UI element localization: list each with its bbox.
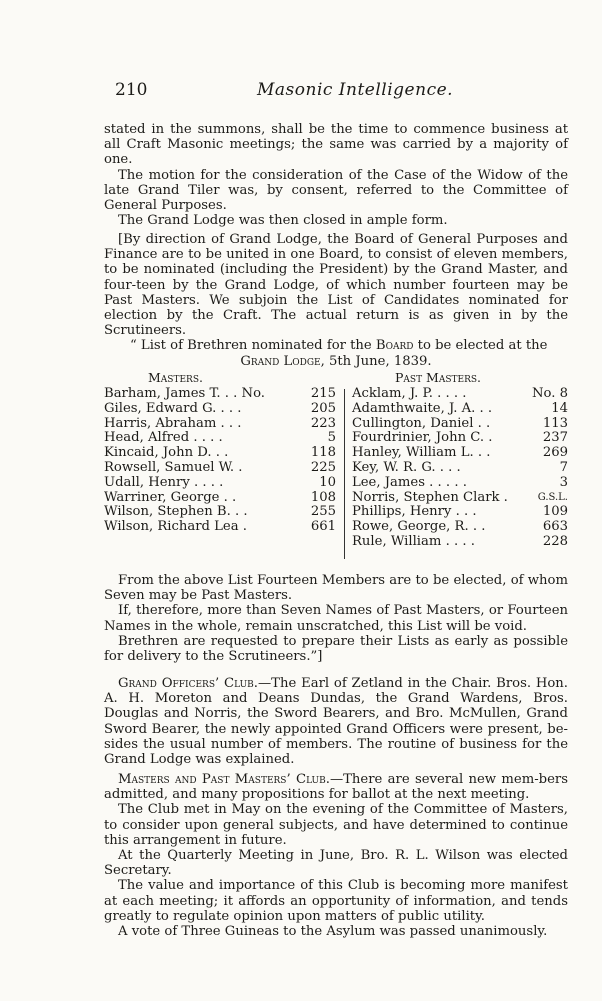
candidate-name: Norris, Stephen Clark . xyxy=(352,489,508,505)
paragraph: Masters and Past Masters’ Club.—There are several new mem-bers admitted, and many propositions for ballot at the next meeting. xyxy=(104,772,568,803)
list-item xyxy=(346,387,572,402)
lodge-number: No. 8 xyxy=(531,386,568,401)
paragraph: From the above List Fourteen Members are to be elected, of whom Seven may be Past Masters. xyxy=(104,573,568,604)
candidate-name: Key, W. R. G. . . . xyxy=(352,459,461,475)
list-item xyxy=(346,417,572,432)
paragraph: The Club met in May on the evening of the Committee of Masters, to consider upon general subjects, and have determined to continue this arrangement in future. xyxy=(104,802,568,848)
candidate-name: Harris, Abraham . . . xyxy=(104,415,242,431)
section-heading: Masters and Past Masters’ Club. xyxy=(118,772,330,787)
running-title: Masonic Intelligence. xyxy=(257,80,454,100)
candidate-name: Head, Alfred . . . . xyxy=(104,430,223,446)
lodge-number: 10 xyxy=(319,474,336,490)
lodge-number: 7 xyxy=(559,459,568,475)
list-item xyxy=(104,417,340,432)
masters-club xyxy=(104,772,568,939)
paragraph: A vote of Three Guineas to the Asylum was passed unanimously. xyxy=(118,924,548,940)
candidate-name: Hanley, William L. . . xyxy=(352,445,491,461)
lodge-number: 228 xyxy=(542,533,568,549)
list-item xyxy=(104,387,340,402)
lodge-number: 109 xyxy=(542,504,568,520)
candidate-name: Wilson, Stephen B. . . xyxy=(104,504,248,520)
list-item xyxy=(346,535,572,550)
lodge-number: G.S.L. xyxy=(537,491,568,503)
section-heading: Grand Officers’ Club. xyxy=(118,676,258,691)
paragraph: The Grand Lodge was then closed in ample form. xyxy=(118,213,448,229)
paragraph: At the Quarterly Meeting in June, Bro. R. L. Wilson was elected Secretary. xyxy=(104,848,568,879)
list-item xyxy=(346,505,572,520)
candidate-name: Rowe, George, R. . . xyxy=(352,519,486,535)
candidate-name: Rule, William . . . . xyxy=(352,533,475,549)
list-item xyxy=(104,402,340,417)
paragraph: Brethren are requested to prepare their Lists as early as possible for delivery to the Scrutineers.”] xyxy=(104,633,568,665)
candidate-name: Cullington, Daniel . . xyxy=(352,415,491,431)
candidate-name: Acklam, J. P. . . . . xyxy=(352,386,467,401)
paragraph: stated in the summons, shall be the time to commence business at all Craft Masonic meetings; the same was carried by a majority of one. xyxy=(104,122,568,168)
list-item xyxy=(104,446,340,461)
lodge-number: 255 xyxy=(310,504,336,520)
paragraph: Grand Officers’ Club.—The Earl of Zetland in the Chair. Bros. Hon. A. H. Moreton and Deans Dundas, the Grand Wardens, Bros. Douglas and Norris, the Sword Bearers, and Bro. McMullen, Grand Sword Bearer, the newly appointed Grand Officers were present, be-sides the usual number of members. The routine of business for the Grand Lodge was explained. xyxy=(104,676,568,768)
list-item xyxy=(104,491,340,506)
list-intro-date: Grand Lodge, 5th June, 1839. xyxy=(240,353,432,369)
candidate-name: Phillips, Henry . . . xyxy=(352,504,477,520)
column-divider xyxy=(344,389,345,559)
past-masters-list xyxy=(346,387,572,550)
paragraph: [By direction of Grand Lodge, the Board of General Purposes and Finance are to be united in one Board, to consist of eleven members, to be nominated (including the President) by the Grand Master, and four-teen by the Grand Lodge, of which number fourteen may be Past Masters. We subjoin the List of Candidates nominated for election by the Craft. The actual return is as given in by the Scrutineers. xyxy=(104,232,568,339)
list-item xyxy=(346,402,572,417)
lodge-number: 663 xyxy=(542,519,568,535)
candidate-name: Rowsell, Samuel W. . xyxy=(104,459,243,475)
list-item xyxy=(346,446,572,461)
lodge-number: 223 xyxy=(310,415,336,431)
lodge-number: 14 xyxy=(551,400,568,416)
list-item xyxy=(104,505,340,520)
list-intro: “ List of Brethren nominated for the Board to be elected at the xyxy=(130,338,548,354)
candidates-table xyxy=(104,370,572,568)
list-item xyxy=(346,520,572,535)
lodge-number: 215 xyxy=(310,386,336,401)
lodge-number: 661 xyxy=(310,519,336,535)
candidate-name: Udall, Henry . . . . xyxy=(104,474,224,490)
candidate-name: Wilson, Richard Lea . xyxy=(104,519,247,535)
candidate-name: Fourdrinier, John C. . xyxy=(352,430,493,446)
lodge-number: 269 xyxy=(542,445,568,461)
candidate-name: Kincaid, John D. . . xyxy=(104,445,229,461)
candidate-name: Giles, Edward G. . . . xyxy=(104,400,242,416)
lodge-number: 205 xyxy=(310,400,336,416)
candidate-name: Adamthwaite, J. A. . . xyxy=(352,400,493,416)
grand-officers-club xyxy=(104,676,568,767)
lodge-number: 113 xyxy=(542,415,568,431)
list-item xyxy=(104,476,340,491)
masters-list xyxy=(104,387,340,535)
lodge-number: 237 xyxy=(542,430,568,446)
candidate-name: Lee, James . . . . . xyxy=(352,474,467,490)
masters-heading: Masters. xyxy=(148,370,203,385)
lodge-number: 118 xyxy=(310,445,336,461)
past-masters-heading: Past Masters. xyxy=(395,370,482,385)
lodge-number: 108 xyxy=(310,489,336,505)
page-number: 210 xyxy=(115,80,148,100)
list-item xyxy=(346,491,572,506)
paragraph: The motion for the consideration of the Case of the Widow of the late Grand Tiler was, by consent, referred to the Committee of General Purposes. xyxy=(104,167,568,214)
lodge-number: 3 xyxy=(559,474,568,490)
list-item xyxy=(346,476,572,491)
list-item xyxy=(346,461,572,476)
opening-paragraphs xyxy=(104,122,568,228)
paragraph: The value and importance of this Club is becoming more manifest at each meeting; it affords an opportunity of information, and tends greatly to regulate opinion upon matters of public utility. xyxy=(104,878,568,924)
lodge-number: 225 xyxy=(310,459,336,475)
list-item xyxy=(104,520,340,535)
paragraph: If, therefore, more than Seven Names of Past Masters, or Fourteen Names in the whole, remain unscratched, this List will be void. xyxy=(104,603,568,634)
lodge-number: 5 xyxy=(327,430,336,446)
candidate-name: Warriner, George . . xyxy=(104,489,237,505)
election-notes xyxy=(104,573,568,664)
board-notice xyxy=(104,232,568,369)
list-item xyxy=(346,431,572,446)
list-item xyxy=(104,461,340,476)
page-header xyxy=(115,80,515,104)
candidate-name: Barham, James T. . . No. xyxy=(104,386,265,401)
list-item xyxy=(104,431,340,446)
